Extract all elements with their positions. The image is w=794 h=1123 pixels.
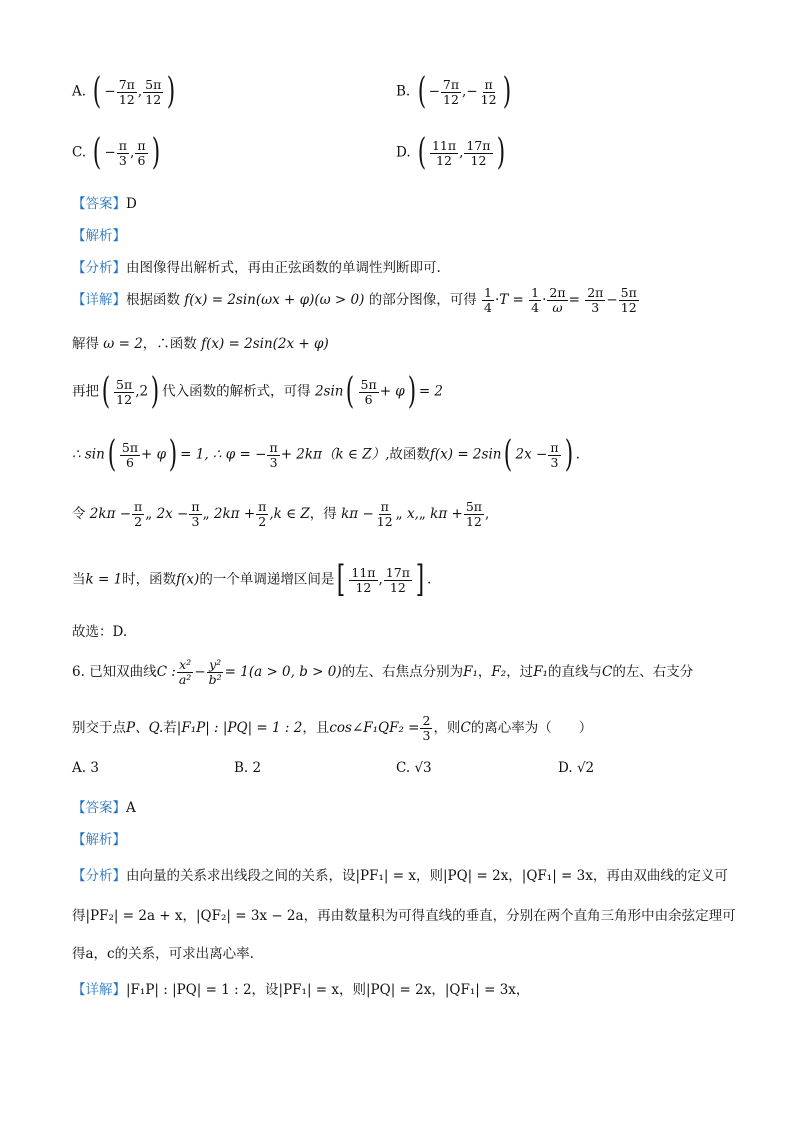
option-c: C. ( − $\frac{\pi}{3}$ , $\frac{\pi}{6}$ )	[72, 132, 160, 173]
answer-line	[72, 192, 137, 212]
option-label: B.	[396, 83, 411, 100]
answer-tag: 【答案】	[72, 196, 126, 212]
q6-option-b: B. 2	[234, 760, 262, 776]
question-number: 6.	[72, 663, 85, 680]
fenxi-2-line-2: 得|PF₂| = 2a + x，|QF₂| = 3x − 2a，再由数量积为可得直线的垂直，分别在两个直角三角形中由余弦定理可	[72, 908, 736, 924]
question-6-line-1: 6. 已知双曲线C : $\frac{\text{x²}}{\text{a²}}$ − $\frac{\text{y²}}{\text{b²}}$ = 1(a > 0, b > 0)的左、右焦点分别为F₁，F₂，过F₁的直线与C的左、右支分	[72, 657, 694, 687]
analysis-heading: 【解析】	[72, 228, 126, 244]
q6-option-d: D. √2	[558, 760, 595, 776]
when-line: 当k = 1时，函数f(x)的一个单调递增区间是[ $\frac{11\pi}{12}$ , $\frac{17\pi}{12}$ ] .	[72, 559, 432, 600]
substitute-line: 再把( $\frac{5\pi}{12}$ ,2) 代入函数的解析式，可得 2sin( $\frac{5\pi}{6}$ + φ) = 2	[72, 371, 444, 412]
fenxi-2-line-1: 【分析】由向量的关系求出线段之间的关系，设|PF₁| = x，则|PQ| = 2x，|QF₁| = 3x，再由双曲线的定义可	[72, 868, 728, 884]
option-a: A. ( − $\frac{7\pi}{12}$ , $\frac{5\pi}{12}$ )	[72, 71, 176, 112]
option-label: D.	[396, 144, 411, 161]
question-6-line-2: 别交于点P、Q.若|F₁P| : |PQ| = 1 : 2，且cos∠F₁QF₂ = $\frac{2}{3}$ ，则C的离心率为（ ）	[72, 713, 593, 743]
fenxi-2-line-3: 得a，c的关系，可求出离心率.	[72, 946, 254, 962]
answer-value: D	[126, 196, 137, 212]
q6-option-c: C. √3	[396, 760, 432, 776]
answer-line-2: 【答案】A	[72, 800, 136, 816]
analysis-heading-2: 【解析】	[72, 832, 126, 848]
choose-line: 故选：D.	[72, 624, 128, 640]
option-label: C.	[72, 144, 87, 161]
option-d: D. ( $\frac{11\pi}{12}$ , $\frac{17\pi}{12}$ )	[396, 132, 505, 173]
therefore-line: ∴ sin( $\frac{5\pi}{6}$ + φ) = 1, ∴ φ = − $\frac{\pi}{3}$ + 2kπ（k ∈ Z）,故函数f(x) = 2sin( 2x − $\frac{\pi}{3}$ ) .	[72, 434, 580, 475]
option-b: B. ( − $\frac{7\pi}{12}$ ,− $\frac{\pi}{12}$ )	[396, 71, 511, 112]
ling-line: 令 2kπ − $\frac{\pi}{2}$ „ 2x − $\frac{\pi}{3}$ „ 2kπ + $\frac{\pi}{2}$ ,k ∈ Z，得 kπ − $\frac{\pi}{12}$ „ x,„ kπ + $\frac{5\pi}{12}$ ,	[72, 499, 490, 529]
detail-line-1: 【详解】根据函数 f(x) = 2sin(ωx + φ)(ω > 0) 的部分图像，可得 $\frac{1}{4}$ ·T = $\frac{1}{4}$ · $\frac{2\pi}{\omega}$ = $\frac{2\pi}{3}$ − $\frac{5\pi}{12}$	[72, 285, 637, 315]
q6-option-a: A. 3	[72, 760, 99, 776]
fenxi-line: 【分析】由图像得出解析式，再由正弦函数的单调性判断即可.	[72, 260, 441, 276]
solve-line: 解得 ω = 2，∴函数 f(x) = 2sin(2x + φ)	[72, 336, 329, 352]
detail-2-line: 【详解】|F₁P| : |PQ| = 1 : 2，设|PF₁| = x，则|PQ| = 2x，|QF₁| = 3x，	[72, 982, 530, 998]
option-label: A.	[72, 83, 87, 100]
